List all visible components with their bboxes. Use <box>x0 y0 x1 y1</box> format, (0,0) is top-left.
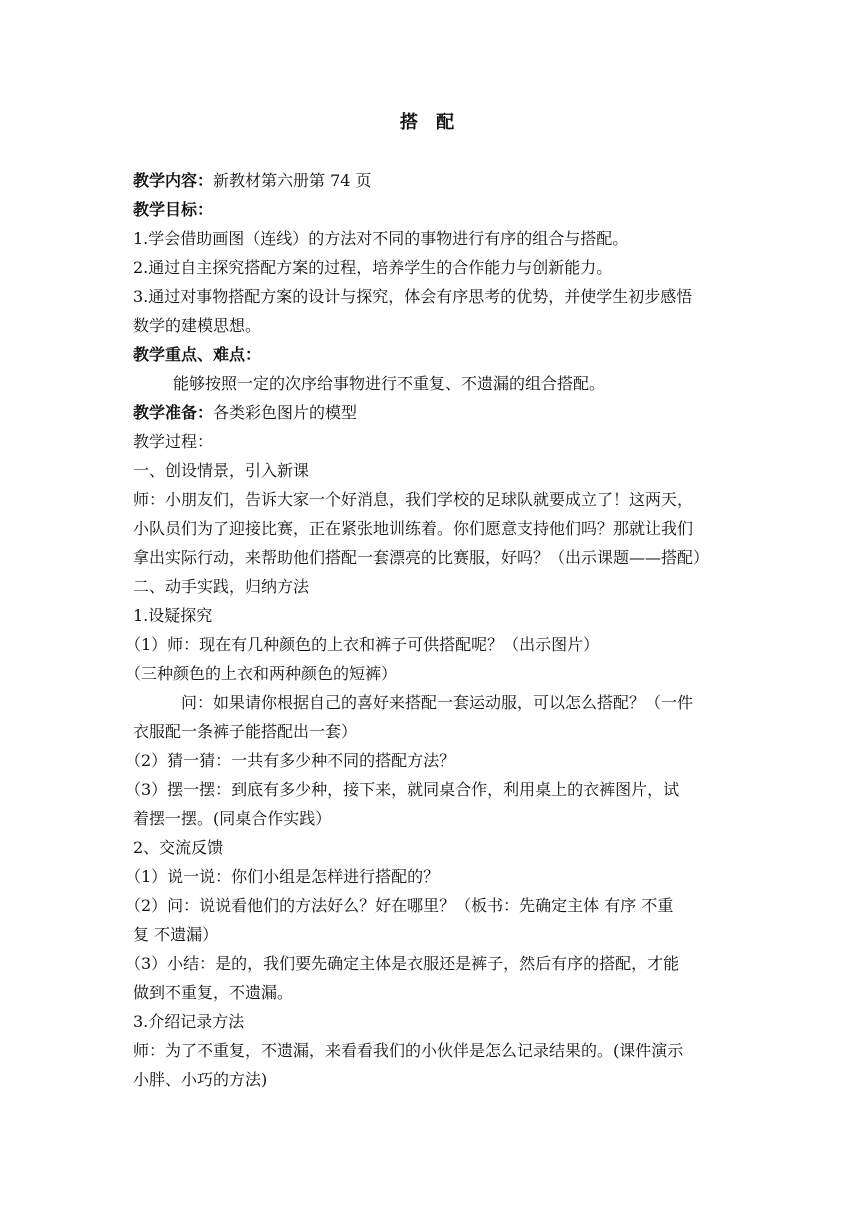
sub2-item: （1）说一说：你们小组是怎样进行搭配的？ <box>125 867 440 886</box>
sub1-item: 着摆一摆。(同桌合作实践） <box>133 809 332 828</box>
sub1-item: （三种颜色的上衣和两种颜色的短裤） <box>125 664 398 683</box>
sub2-item: （3）小结：是的，我们要先确定主体是衣服还是裤子，然后有序的搭配，才能 <box>125 954 680 973</box>
section1-heading: 一、创设情景，引入新课 <box>133 461 310 480</box>
sub1-item: （1）师：现在有几种颜色的上衣和裤子可供搭配呢？（出示图片） <box>125 635 600 654</box>
preparation-label: 教学准备： <box>133 403 214 422</box>
section1-para-line: 小队员们为了迎接比赛，正在紧张地训练着。你们愿意支持他们吗？那就让我们 <box>133 519 694 538</box>
section1-para-line: 师：小朋友们，告诉大家一个好消息，我们学校的足球队就要成立了！这两天， <box>133 490 694 509</box>
preparation-line <box>133 398 733 427</box>
objectives-label: 教学目标： <box>133 200 214 219</box>
sub1-item: （2）猜一猜：一共有多少种不同的搭配方法？ <box>125 751 456 770</box>
sub3-heading: 3.介绍记录方法 <box>133 1012 245 1031</box>
sub2-heading: 2、交流反馈 <box>133 838 224 857</box>
preparation-value: 各类彩色图片的模型 <box>213 403 358 422</box>
sub2-item: 复 不遗漏） <box>133 925 219 944</box>
sub3-para-line: 师：为了不重复，不遗漏，来看看我们的小伙伴是怎么记录结果的。(课件演示 <box>133 1041 684 1060</box>
sub1-item: （3）摆一摆：到底有多少种，接下来，就同桌合作，利用桌上的衣裤图片，试 <box>125 780 680 799</box>
key-points-text: 能够按照一定的次序给事物进行不重复、不遗漏的组合搭配。 <box>173 374 606 393</box>
objective-item: 3.通过对事物搭配方案的设计与探究，体会有序思考的优势，并使学生初步感悟 <box>133 287 693 306</box>
objective-item: 1.学会借助画图（连线）的方法对不同的事物进行有序的组合与搭配。 <box>133 229 629 248</box>
key-points-label: 教学重点、难点： <box>133 345 262 364</box>
document-body <box>125 166 733 1094</box>
teaching-content-label: 教学内容： <box>133 171 214 190</box>
sub3-para-line: 小胖、小巧的方法) <box>133 1070 268 1089</box>
section2-heading: 二、动手实践，归纳方法 <box>133 577 310 596</box>
teaching-content-value: 新教材第六册第 74 页 <box>213 171 372 190</box>
sub2-item: （2）问：说说看他们的方法好么？好在哪里？（板书：先确定主体 有序 不重 <box>125 896 674 915</box>
sub1-question-line: 问：如果请你根据自己的喜好来搭配一套运动服，可以怎么搭配？（一件 <box>181 693 694 712</box>
process-label: 教学过程： <box>133 432 214 451</box>
sub2-item: 做到不重复，不遗漏。 <box>133 983 294 1002</box>
teaching-content-line <box>133 166 733 195</box>
section1-para-line: 拿出实际行动，来帮助他们搭配一套漂亮的比赛服，好吗？（出示课题——搭配） <box>133 548 710 567</box>
objective-item: 数学的建模思想。 <box>133 316 262 335</box>
objective-item: 2.通过自主探究搭配方案的过程，培养学生的合作能力与创新能力。 <box>133 258 613 277</box>
sub1-heading: 1.设疑探究 <box>133 606 213 625</box>
document-title: 搭 配 <box>399 112 461 133</box>
sub1-question-line: 衣服配一条裤子能搭配出一套） <box>133 722 358 741</box>
